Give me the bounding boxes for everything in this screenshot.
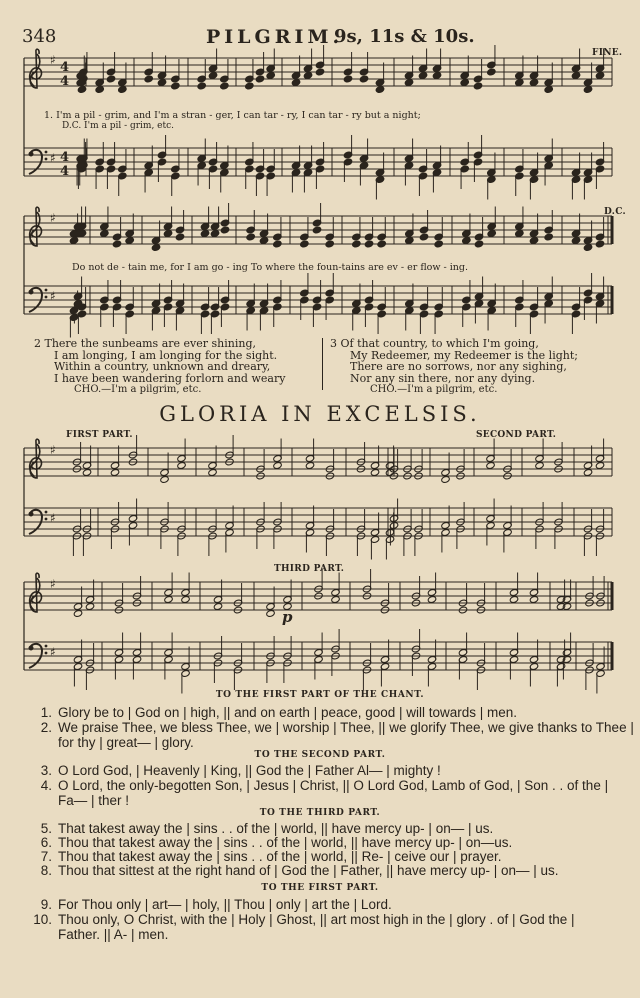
svg-text:♯: ♯ [50,289,56,303]
chant-line: 8. Thou that sittest at the right hand of | God the | Father, || have mercy up- | on— | us. [40,863,559,878]
fine-mark: FINE. [592,48,623,58]
chant-line: 6. Thou that takest away the | sins . . of the | world, || have mercy up- | on—us. [40,835,513,850]
chant-line-cont: for thy | great— | glory. [58,735,194,750]
svg-text:♯: ♯ [50,443,56,457]
lyrics-line-2: Do not de - tain me, for I am go - ing To where the foun-tains are ev - er flow - ing. [72,262,469,273]
chant-title: GLORIA IN EXCELSIS. [159,402,481,426]
lyrics-line-1-dc: D.C. I'm a pil - grim, etc. [62,121,175,131]
chant-line: 1. Glory be to | God on | high, || and on earth | peace, good | will towards | men. [40,705,518,720]
hymn-title: PILGRIM. [206,26,344,48]
chant-line: 10. Thou only, O Christ, with the | Holy | Ghost, || art most high in the | glory . of | God the | [33,912,575,927]
chant-line: 9. For Thou only | art— | holy, || Thou | only | art the | Lord. [40,897,392,912]
svg-text:4: 4 [60,74,70,89]
svg-text:4: 4 [60,164,70,179]
section-heading: TO THE FIRST PART OF THE CHANT. [215,690,425,700]
second-part-label: SECOND PART. [476,430,557,440]
svg-text:♯: ♯ [50,151,56,165]
section-heading: TO THE FIRST PART. [261,883,379,893]
svg-text:♯: ♯ [50,53,56,67]
svg-text:♯: ♯ [50,577,56,591]
chant-line: 4. O Lord, the only-begotten Son, | Jesus | Christ, || O Lord God, Lamb of God, | Son . . of the | [40,778,609,793]
svg-text:♯: ♯ [50,645,56,659]
dc-mark: D.C. [604,207,626,217]
svg-text:4: 4 [60,60,70,75]
svg-text:♯: ♯ [50,211,56,225]
lyrics-line-1: 1. I'm a pil - grim, and I'm a stran - ger, I can tar - ry, I can tar - ry but a night; [44,110,421,121]
verse-3: 3 Of that country, to which I'm going, My Redeemer, my Redeemer is the light; There are no sorrows, nor any sighing, Nor any sin there, nor any dying. CHO.—I'm a pilgrim, etc. [330,337,578,396]
chant-line: 3. O Lord God, | Heavenly | King, || God the | Father Al— | mighty ! [40,763,441,778]
chant-line-cont: Father. || A- | men. [58,927,169,942]
chant-line: 5. That takest away the | sins . . of the | world, || have mercy up- | on— | us. [40,821,494,836]
svg-text:♯: ♯ [50,511,56,525]
verse-2: 2 There the sunbeams are ever shining, I am longing, I am longing for the sight. Within a country, unknown and dreary, I have been wandering forlorn and weary CHO.—I'm a pilgrim, etc. [34,337,286,396]
chant-line: 2. We praise Thee, we bless Thee, we | worship | Thee, || we glorify Thee, we give thanks to Thee | [40,720,634,735]
chant-line-cont: Fa— | ther ! [58,793,130,808]
section-heading: TO THE THIRD PART. [259,808,381,818]
chant-line: 7. Thou that takest away the | sins . . of the | world, || Re- | ceive our | prayer. [40,849,502,864]
svg-text:4: 4 [60,150,70,165]
first-part-label: FIRST PART. [66,430,133,440]
page-number: 348 [22,26,57,47]
staff [24,448,612,476]
verse-divider [322,338,323,390]
hymn-meter: 9s, 11s & 10s. [334,26,475,47]
dynamic-mark: p [282,608,293,626]
section-heading: TO THE SECOND PART. [254,750,386,760]
third-part-label: THIRD PART. [274,564,345,574]
